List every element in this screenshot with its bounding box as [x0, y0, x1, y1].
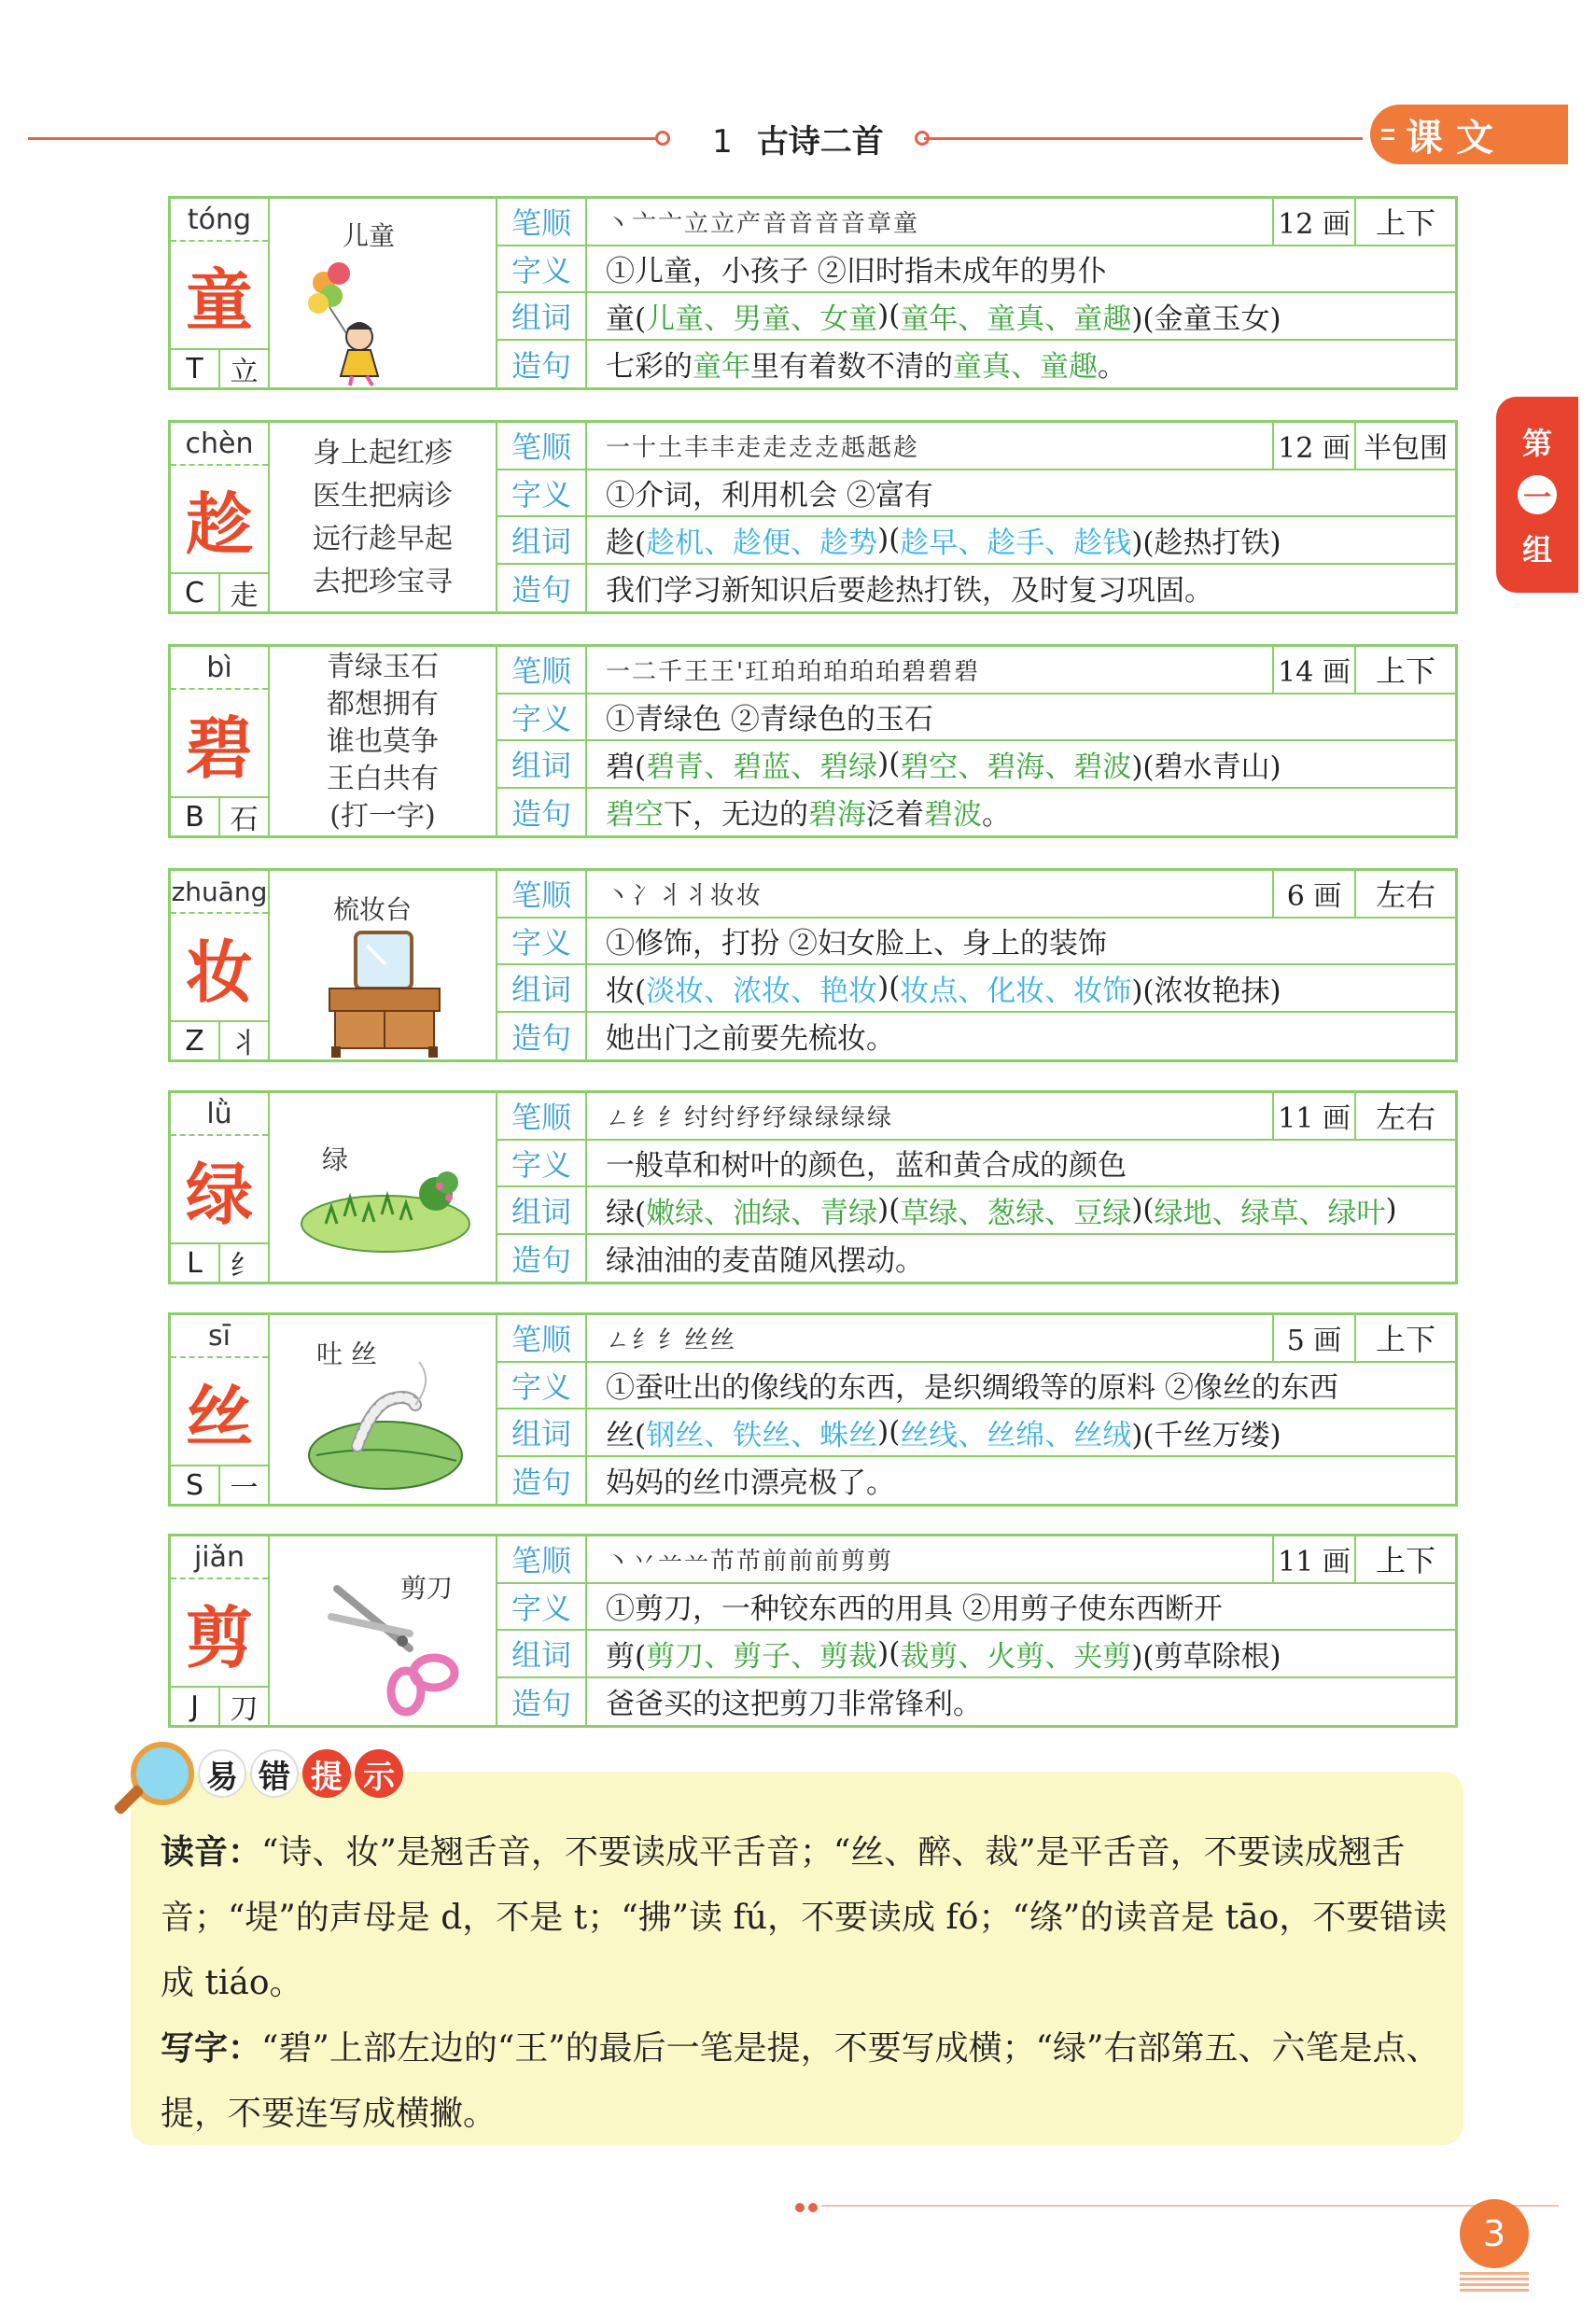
- radical: 丬: [230, 1028, 259, 1060]
- structure: 上下: [1375, 1322, 1435, 1358]
- picture-caption: 剪刀: [400, 1573, 454, 1604]
- character: 妆: [171, 914, 268, 1020]
- riddle-poem: 青绿玉石 都想拥有 谁也莫争 王白共有 (打一字): [327, 651, 439, 833]
- label-meaning: 字义: [497, 1363, 587, 1409]
- picture-caption: 梳妆台: [333, 894, 413, 925]
- label-words: 组词: [497, 1631, 587, 1676]
- character: 绿: [171, 1136, 268, 1242]
- riddle-cell: [270, 647, 497, 835]
- example-sentence: 碧空 下，无边的 碧海 泛着 碧波 。: [606, 798, 1011, 833]
- label-strokes: 笔顺: [497, 647, 587, 693]
- page-number: 3: [1460, 2199, 1529, 2268]
- tab-dots-icon: [1381, 129, 1394, 140]
- label-words: 组词: [497, 517, 587, 563]
- structure: 上下: [1375, 205, 1435, 242]
- stroke-count: 14 画: [1274, 647, 1356, 693]
- riddle-poem: 身上起红疹 医生把病诊 远行趁早起 去把珍宝寻: [313, 437, 453, 598]
- char-column: [171, 871, 270, 1059]
- stroke-count: 11 画: [1274, 1093, 1356, 1139]
- char-column: [171, 1093, 270, 1282]
- stroke-order: 一二千王王'玒珀珀珀珀珀碧碧碧: [606, 657, 981, 686]
- example-sentence: 七彩的 童年 里有着数不清的 童真、童趣 。: [606, 350, 1127, 385]
- character: 童: [171, 242, 268, 348]
- stroke-order: ㄥ纟纟丝丝: [606, 1325, 737, 1354]
- char-card-jian: [168, 1534, 1458, 1728]
- meaning: ①儿童，小孩子 ②旧时指未成年的男仆: [606, 255, 1107, 289]
- label-meaning: 字义: [497, 694, 587, 740]
- radical: 走: [230, 580, 259, 612]
- initial-letter: S: [171, 1466, 220, 1504]
- picture-caption: 吐 丝: [316, 1339, 377, 1369]
- picture-cell: [270, 1093, 497, 1282]
- character: 剪: [171, 1579, 268, 1686]
- char-card-si: [168, 1312, 1458, 1507]
- initial-letter: L: [171, 1244, 220, 1282]
- tip-bubble: 易: [198, 1749, 246, 1798]
- picture-cell: [270, 871, 497, 1059]
- char-column: [171, 647, 270, 835]
- label-strokes: 笔顺: [497, 1315, 587, 1361]
- magnifier-icon: [131, 1742, 194, 1805]
- label-sentence: 造句: [497, 565, 587, 612]
- label-strokes: 笔顺: [497, 871, 587, 917]
- example-sentence: 妈妈的丝巾漂亮极了。: [606, 1466, 895, 1501]
- label-meaning: 字义: [497, 470, 587, 516]
- label-strokes: 笔顺: [497, 423, 587, 469]
- pinyin: jiǎn: [171, 1536, 268, 1579]
- label-strokes: 笔顺: [497, 1093, 587, 1139]
- word-list: 剪( 剪刀、剪子、剪裁 )( 裁剪、火剪、夹剪 )(剪草除根): [606, 1636, 1281, 1674]
- scissors-illustration: [270, 1536, 497, 1725]
- tip-bubble: 提: [302, 1749, 351, 1798]
- label-words: 组词: [497, 741, 587, 787]
- initial-letter: T: [171, 350, 220, 387]
- picture-caption: 儿童: [343, 220, 396, 251]
- silkworm-illustration: [270, 1315, 497, 1504]
- radical: 纟: [230, 1250, 259, 1283]
- structure: 上下: [1375, 653, 1435, 690]
- label-strokes: 笔顺: [497, 199, 587, 245]
- label-sentence: 造句: [497, 1457, 587, 1505]
- stroke-order: 丶亠亠立立产音音音音章童: [606, 209, 920, 238]
- label-meaning: 字义: [497, 1141, 587, 1186]
- picture-caption: 绿: [322, 1144, 349, 1175]
- word-list: 碧( 碧青、碧蓝、碧绿 )( 碧空、碧海、碧波 )(碧水青山): [606, 747, 1281, 784]
- green-grass-illustration: [270, 1093, 497, 1282]
- meaning: ①修饰，打扮 ②妇女脸上、身上的装饰: [606, 927, 1107, 961]
- char-column: [171, 1315, 270, 1504]
- character: 碧: [171, 690, 268, 796]
- radical: 一: [230, 1472, 259, 1505]
- tip-bubble: 示: [355, 1749, 403, 1798]
- footer-rule: [821, 2205, 1559, 2207]
- example-sentence: 她出门之前要先梳妆。: [606, 1022, 895, 1057]
- char-column: [171, 1536, 270, 1725]
- riddle-cell: [270, 423, 497, 611]
- structure: 半包围: [1364, 432, 1448, 466]
- example-sentence: 我们学习新知识后要趁热打铁，及时复习巩固。: [606, 574, 1213, 609]
- radical: 立: [230, 356, 259, 388]
- stroke-order: 丶丷䒑䒑芇芇前前前剪剪: [606, 1547, 894, 1576]
- label-sentence: 造句: [497, 341, 587, 388]
- char-column: [171, 199, 270, 387]
- char-card-tong: [168, 196, 1458, 390]
- example-sentence: 绿油油的麦苗随风摆动。: [606, 1244, 924, 1279]
- meaning: ①蚕吐出的像线的东西，是织绸缎等的原料 ②像丝的东西: [606, 1371, 1338, 1406]
- label-words: 组词: [497, 1409, 587, 1455]
- structure: 上下: [1375, 1543, 1435, 1579]
- word-list: 妆( 淡妆、浓妆、艳妆 )( 妆点、化妆、妆饰 )(浓妆艳抹): [606, 971, 1281, 1008]
- meaning: ①剪刀，一种铰东西的用具 ②用剪子使东西断开: [606, 1592, 1223, 1627]
- stroke-order: 一十土丰丰走走赱赱赿赿趁: [606, 433, 920, 462]
- meaning: ①介词，利用机会 ②富有: [606, 479, 933, 513]
- character: 趁: [171, 466, 268, 572]
- header-dot-left: [655, 131, 670, 146]
- header-rule-left: [28, 137, 667, 140]
- picture-cell: [270, 1315, 497, 1504]
- pinyin: tóng: [171, 199, 268, 242]
- stroke-count: 12 画: [1274, 199, 1356, 245]
- stroke-count: 5 画: [1274, 1315, 1356, 1361]
- radical: 石: [230, 804, 259, 836]
- tip-bubble: 错: [250, 1749, 299, 1798]
- stroke-count: 6 画: [1274, 871, 1356, 917]
- label-strokes: 笔顺: [497, 1536, 587, 1582]
- word-list: 绿( 嫩绿、油绿、青绿 )( 草绿、葱绿、豆绿 )( 绿地、绿草、绿叶 ): [606, 1193, 1397, 1230]
- label-meaning: 字义: [497, 246, 587, 292]
- header-rule-right: [924, 137, 1363, 140]
- unit-side-tab: 第 一 组: [1496, 397, 1578, 593]
- label-sentence: 造句: [497, 789, 587, 836]
- error-tips-text: [161, 1820, 1449, 2147]
- label-sentence: 造句: [497, 1235, 587, 1283]
- pinyin: chèn: [171, 423, 268, 466]
- lesson-title: 1 古诗二首: [712, 123, 884, 161]
- pinyin: bì: [171, 647, 268, 690]
- char-card-chen: [168, 420, 1458, 614]
- pinyin: lǜ: [171, 1093, 268, 1136]
- structure: 左右: [1375, 877, 1435, 914]
- section-tab: 课文: [1370, 105, 1568, 164]
- label-words: 组词: [497, 1187, 587, 1233]
- initial-letter: Z: [171, 1022, 220, 1059]
- writing-tip: 写字：“碧”上部左边的“王”的最后一笔是提，不要写成横；“绿”右部第五、六笔是点、提，不要连写成横撇。: [161, 2029, 1440, 2133]
- footer-dots: [795, 2198, 823, 2211]
- character: 丝: [171, 1358, 268, 1465]
- stroke-order: ㄥ纟纟纣纣纾纾绿绿绿绿: [606, 1103, 894, 1132]
- error-tips-heading: [131, 1742, 403, 1805]
- char-card-lv: [168, 1090, 1458, 1284]
- initial-letter: B: [171, 798, 220, 835]
- pinyin: zhuāng: [171, 871, 268, 914]
- label-meaning: 字义: [497, 919, 587, 964]
- meaning: 一般草和树叶的颜色，蓝和黄合成的颜色: [606, 1149, 1127, 1184]
- stroke-count: 11 画: [1274, 1536, 1356, 1582]
- initial-letter: C: [171, 574, 220, 611]
- initial-letter: J: [171, 1688, 220, 1725]
- pronunciation-tip: 读音：“诗、妆”是翘舌音，不要读成平舌音；“丝、醉、裁”是平舌音，不要读成翘舌音；“堤”的声母是 d，不是 t；“拂”读 fú，不要读成 fó；“绦”的读音是 tāo，不要错读成 tiáo。: [161, 1833, 1448, 2002]
- label-sentence: 造句: [497, 1013, 587, 1060]
- label-words: 组词: [497, 965, 587, 1011]
- picture-cell: [270, 1536, 497, 1725]
- example-sentence: 爸爸买的这把剪刀非常锋利。: [606, 1688, 982, 1722]
- char-card-bi: [168, 644, 1458, 838]
- char-column: [171, 423, 270, 611]
- stroke-count: 12 画: [1274, 423, 1356, 469]
- label-sentence: 造句: [497, 1678, 587, 1726]
- word-list: 趁( 趁机、趁便、趁势 )( 趁早、趁手、趁钱 )(趁热打铁): [606, 523, 1281, 560]
- pinyin: sī: [171, 1315, 268, 1358]
- word-list: 丝( 钢丝、铁丝、蛛丝 )( 丝线、丝绵、丝绒 )(千丝万缕): [606, 1415, 1281, 1452]
- stroke-order: 丶冫丬丬妆妆: [606, 881, 763, 910]
- word-list: 童( 儿童、男童、女童 )( 童年、童真、童趣 )(金童玉女): [606, 299, 1281, 336]
- structure: 左右: [1375, 1100, 1435, 1136]
- label-meaning: 字义: [497, 1584, 587, 1630]
- picture-cell: [270, 199, 497, 387]
- char-card-zhuang: [168, 868, 1458, 1062]
- meaning: ①青绿色 ②青绿色的玉石: [606, 703, 933, 737]
- label-words: 组词: [497, 293, 587, 339]
- radical: 刀: [230, 1693, 259, 1726]
